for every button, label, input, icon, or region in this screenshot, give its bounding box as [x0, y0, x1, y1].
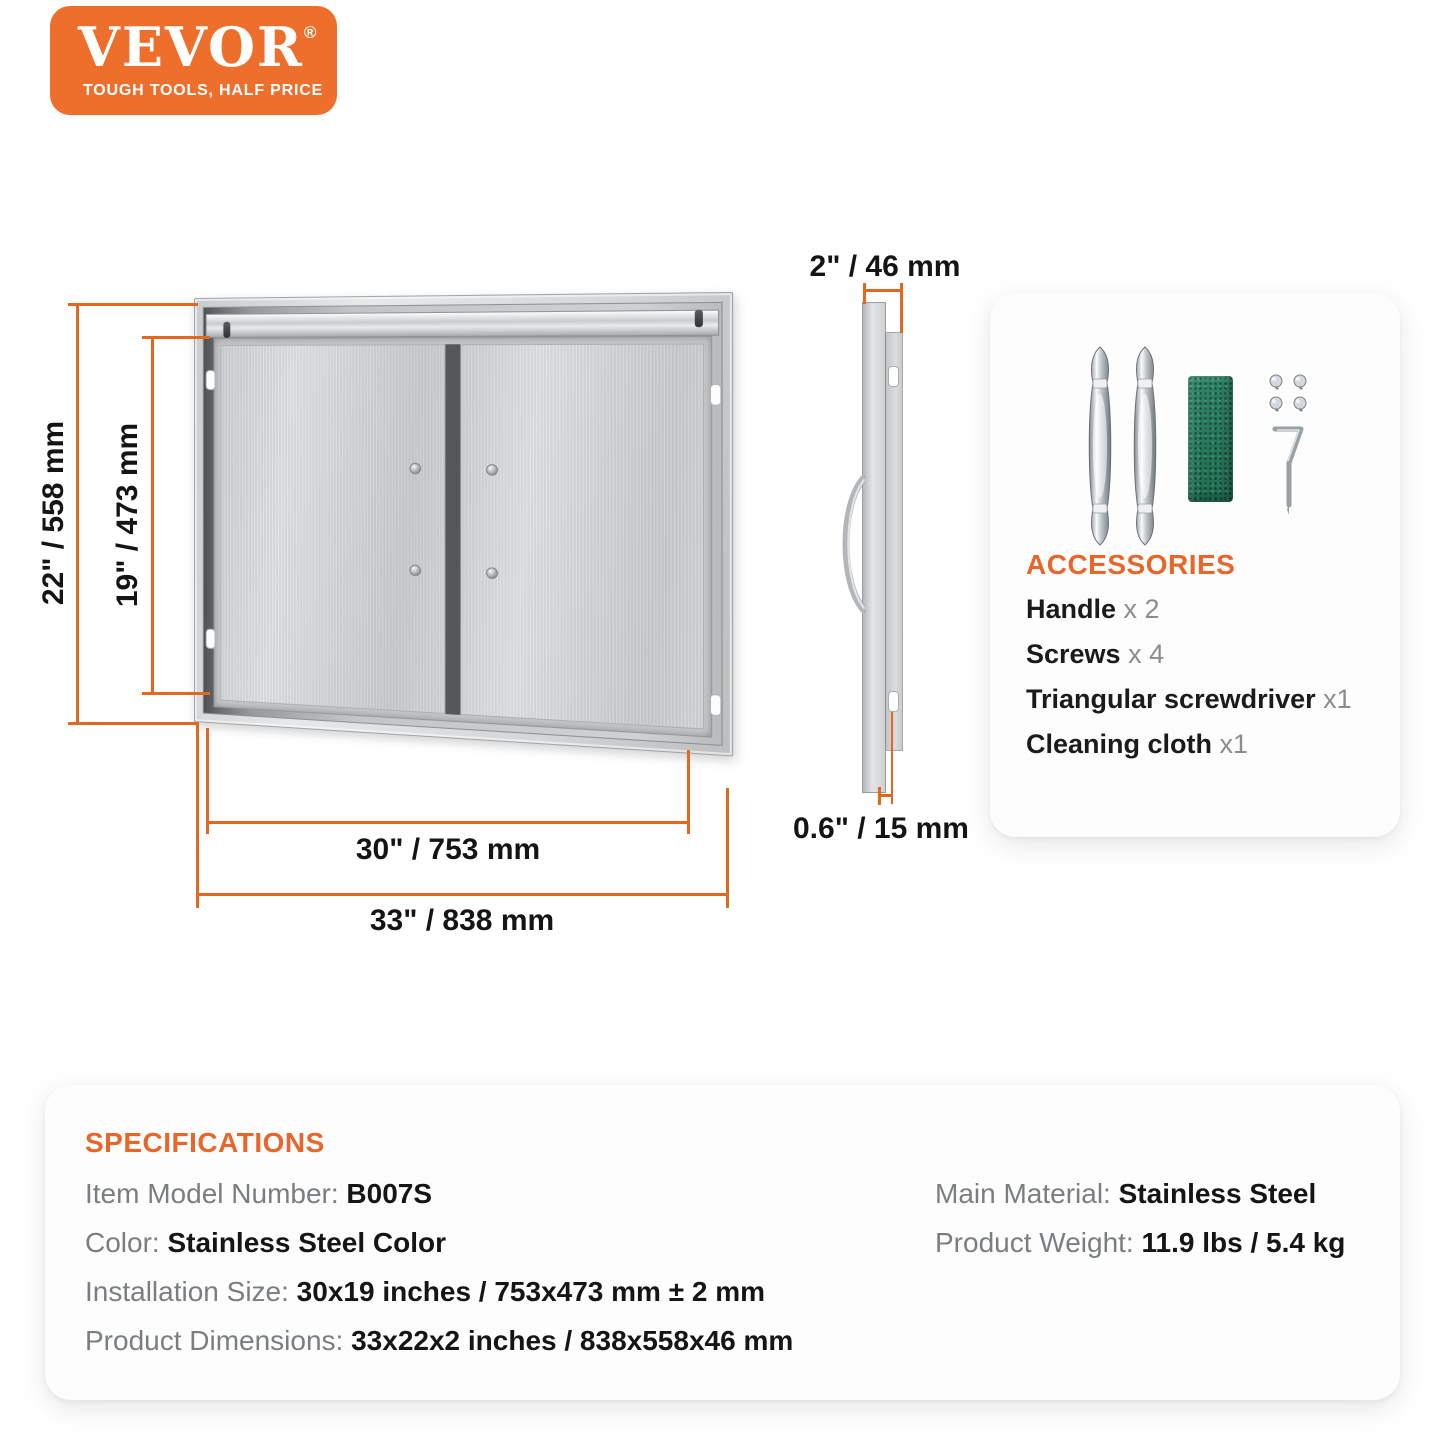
dim-label-depth: 2" / 46 mm: [809, 250, 961, 283]
mounting-slot: [206, 629, 216, 650]
hinge-pin: [695, 310, 703, 327]
mounting-slot: [710, 694, 722, 717]
dim-line-30-horizontal: [206, 821, 690, 824]
dim-line-2-tick-left: [863, 283, 866, 304]
dim-line-22-tick-top: [68, 303, 198, 306]
spec-row-installation-size: Installation Size: 30x19 inches / 753x473 mm ± 2 mm: [85, 1276, 766, 1307]
brand-name: VEVOR®: [78, 15, 319, 79]
dim-label-outer-height: 22" / 558 mm: [37, 420, 70, 606]
spec-row-product-dimensions: Product Dimensions: 33x22x2 inches / 838x558x46 mm: [85, 1325, 794, 1356]
handle-icon: [1081, 343, 1119, 549]
dim-line-33-ext-right: [726, 788, 729, 908]
dim-line-33-horizontal: [196, 893, 729, 896]
door-panels: [220, 343, 704, 729]
spec-row-weight: Product Weight: 11.9 lbs / 5.4 kg: [935, 1227, 1346, 1258]
list-item: Handle x 2: [1026, 594, 1160, 624]
door-screw: [409, 463, 421, 475]
spec-row-material: Main Material: Stainless Steel: [935, 1178, 1317, 1209]
triangular-screwdriver-icon: [1268, 421, 1308, 519]
dim-label-flange-thickness: 0.6" / 15 mm: [793, 812, 969, 845]
spec-left-column: [85, 1127, 793, 1373]
specifications-card: [45, 1085, 1400, 1400]
door-screw: [409, 564, 421, 576]
dim-line-22-tick-bottom: [68, 722, 198, 725]
spec-row-model: Item Model Number: B007S: [85, 1178, 433, 1209]
mounting-slot: [206, 370, 216, 390]
door-screw: [486, 464, 498, 476]
dim-label-inner-height: 19" / 473 mm: [111, 422, 144, 608]
hinge-pin: [223, 322, 230, 338]
spec-row-color: Color: Stainless Steel Color: [85, 1227, 447, 1258]
screws-icon: [1266, 371, 1314, 415]
specifications-title: SPECIFICATIONS: [85, 1127, 325, 1158]
dim-line-19-tick-bottom: [142, 692, 210, 695]
door-top-rail: [206, 310, 719, 338]
dim-label-outer-width: 33" / 838 mm: [369, 904, 555, 937]
dim-line-30-ext-left: [206, 728, 209, 834]
mounting-slot: [710, 384, 722, 406]
door-front-view: [194, 292, 733, 757]
dim-line-30-ext-right: [687, 750, 690, 834]
list-item: Triangular screwdriver x1: [1026, 684, 1352, 714]
dim-line-06-horizontal: [878, 794, 893, 797]
accessories-title: ACCESSORIES: [1026, 549, 1236, 580]
side-view-handle: [834, 474, 866, 614]
vevor-logo: [50, 6, 337, 115]
dim-line-06-ext: [891, 712, 893, 804]
accessories-card: [990, 293, 1400, 837]
cleaning-pad-icon: [1188, 376, 1233, 502]
dim-line-33-ext-left: [196, 722, 199, 908]
accessories-list: [1026, 593, 1352, 773]
dim-line-22-vertical: [76, 303, 79, 725]
spec-right-column: [935, 1177, 1345, 1275]
door-screw: [486, 567, 498, 579]
list-item: Screws x 4: [1026, 639, 1165, 669]
list-item: Cleaning cloth x1: [1026, 729, 1249, 759]
handle-icon: [1126, 343, 1164, 549]
door-panel-left: [220, 344, 444, 714]
dim-line-2-horizontal: [864, 289, 903, 292]
side-view-slot: [888, 691, 899, 712]
dim-line-19-tick-top: [142, 336, 210, 339]
registered-mark-icon: ®: [303, 23, 319, 42]
dim-line-2-tick-right: [900, 283, 903, 333]
side-view-slot: [888, 366, 899, 387]
brand-tagline: TOUGH TOOLS, HALF PRICE: [83, 82, 324, 99]
dim-line-19-vertical: [151, 336, 154, 695]
dim-label-inner-width: 30" / 753 mm: [355, 833, 541, 866]
side-view-flange: [885, 332, 903, 751]
door-panel-right: [460, 343, 704, 729]
